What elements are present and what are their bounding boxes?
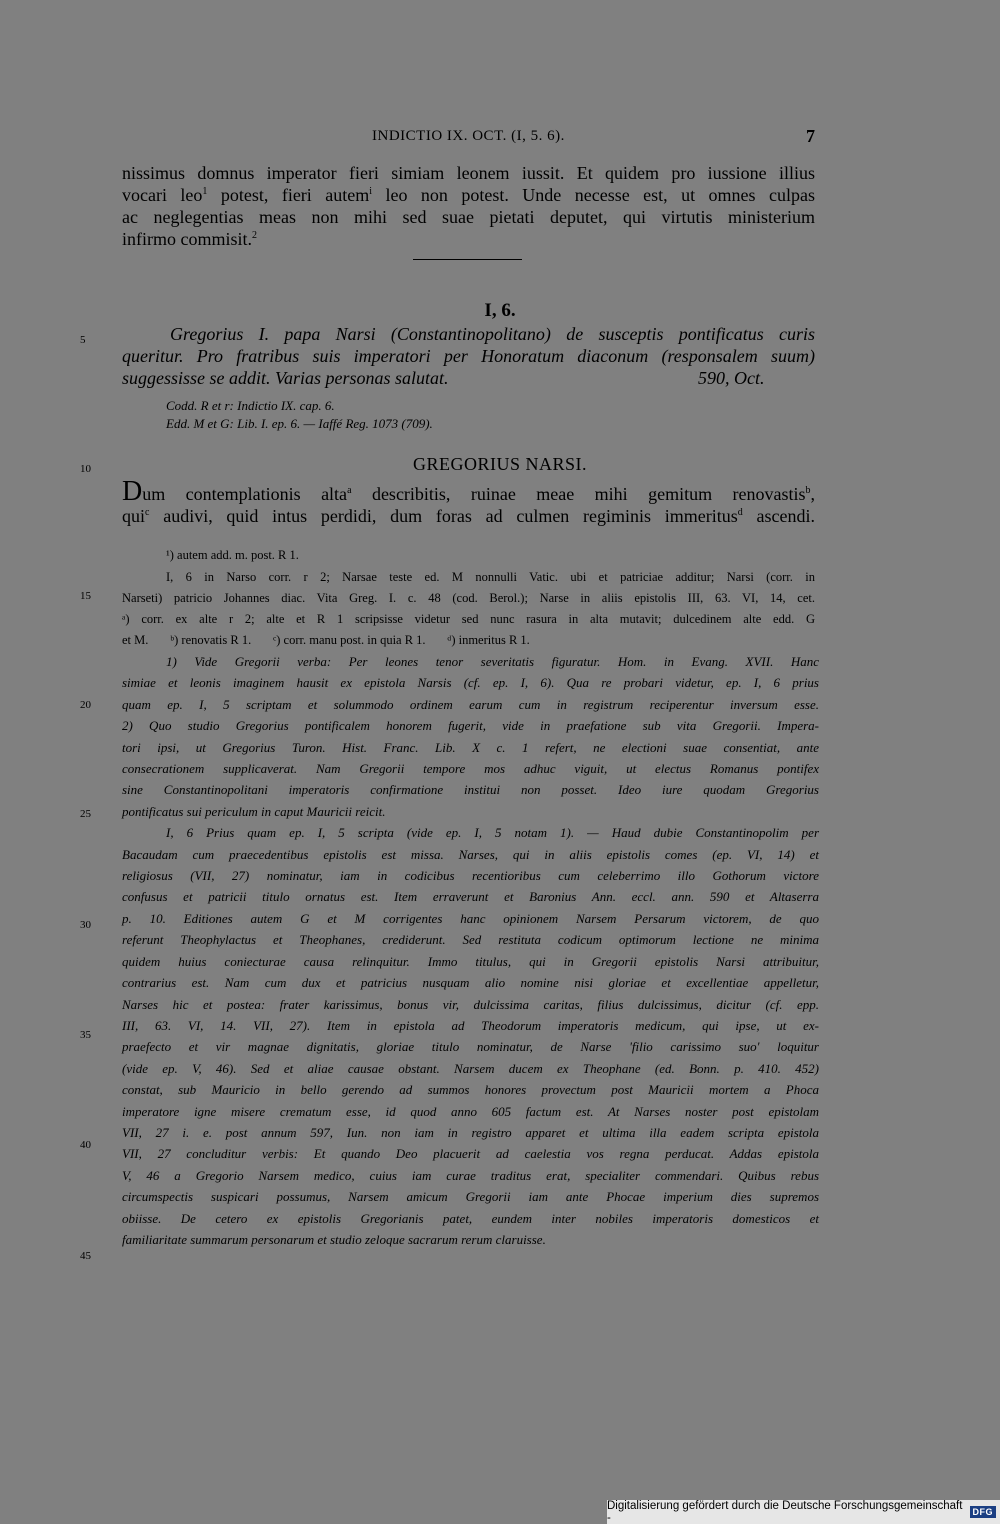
summary-line: suggessisse se addit. Varias personas salutat. 590, Oct.	[122, 368, 765, 388]
line-number: 35	[80, 1029, 91, 1041]
letter-text	[122, 476, 815, 527]
text-line: qui$^c$ audivi, quid intus perdidi, dum foras ad culmen regiminis immeritus$^d$ ascendi.	[122, 506, 815, 526]
text-line: infirmo commisit.$^2$	[122, 229, 257, 249]
text-line: nissimus domnus imperator fieri simiam leonem iussit. Et quidem pro iussione illius	[122, 163, 815, 183]
note-line: 2) Quo studio Gregorius pontificalem honorem fugerit, vide in praefatione sub vita Gregorii. Impera-	[122, 718, 819, 734]
line-number: 20	[80, 699, 91, 711]
note-line: religiosus (VII, 27) nominatur, iam in codicibus recentioribus cum celeberrimo illo Gothorum victore	[122, 868, 819, 884]
letter-title: GREGORIUS NARSI.	[412, 454, 588, 474]
note-line: familiaritate summarum personarum et studio zeloque sacrarum rerum claruisse.	[122, 1231, 546, 1247]
note-line: Bacaudam cum praecedentibus epistolis est missa. Narses, qui in aliis epistolis comes (ep. VI, 14) et	[122, 846, 819, 862]
note-line: I, 6 Prius quam ep. I, 5 scripta (vide ep. I, 5 notam 1). — Haud dubie Constantinopolim per	[166, 825, 819, 841]
note-line: confusus et patricii titulo ornatus est. Item erraverunt et Baronius Ann. eccl. ann. 590 et Altaserra	[122, 889, 819, 905]
note-line: Narses hic et postea: frater karissimus, bonus vir, dulcissima caritas, filius dulcissimus, dicitur (cf. epp.	[122, 996, 819, 1012]
apparatus-line: et M. ᵇ) renovatis R 1. ᶜ) corr. manu post. in quia R 1. ᵈ) inmeritus R 1.	[122, 633, 530, 647]
note-line: p. 10. Editiones autem G et M corrigentes hanc opinionem Narsem Persarum victorem, de quo	[122, 910, 819, 926]
page-number: 7	[806, 126, 815, 146]
note-line: sine Constantinopolitani imperatoris confirmatione institui non posset. Ideo iure quodam Gregorius	[122, 782, 819, 798]
summary-line: queritur. Pro fratribus suis imperatori per Honoratum diaconum (responsalem suum)	[122, 346, 815, 366]
line-number: 10	[80, 463, 91, 475]
text-line: vocari leo$^1$ potest, fieri autem$^i$ leo non potest. Unde necesse est, ut omnes culpas	[122, 185, 815, 205]
dfg-logo: DFG	[970, 1506, 997, 1518]
note-line: constat, sub Mauricio in bello gerendo ad summos honores provectum post Mauricii mortem a Phoca	[122, 1082, 819, 1098]
note-line: pontificatus sui periculum in caput Mauricii reicit.	[122, 803, 386, 819]
funding-text: Digitalisierung gefördert durch die Deutsche Forschungsgemeinschaft -	[607, 1500, 963, 1524]
apparatus-line: ᵃ) corr. ex alte r 2; alte et R 1 scripsisse videtur sed nunc rasura in alta mutavit; dulcedinem alte edd. G	[122, 612, 815, 626]
text-line: ac neglegentias meas non mihi sed suae pietati deputet, qui virtutis ministerium	[122, 207, 815, 227]
line-number: 40	[80, 1139, 91, 1151]
note-line: circumspectis suspicari possumus, Narsem amicum Gregorii iam ante Phocae imperium dies supremos	[122, 1189, 819, 1205]
note-line: quam ep. I, 5 scriptam et solummodo ordinem earum cum in registrum reciperentur inversum esse.	[122, 696, 819, 712]
summary-line: Gregorius I. papa Narsi (Constantinopolitano) de susceptis pontificatus curis	[170, 324, 815, 344]
funding-footer	[607, 1500, 1000, 1524]
note-line: 1) Vide Gregorii verba: Per leones tenor severitatis figuratur. Hom. in Evang. XVII. Hanc	[166, 654, 819, 669]
line-number: 25	[80, 808, 91, 820]
note-line: tori ipsi, ut Gregorius Turon. Hist. Franc. Lib. X c. 1 refert, ne electioni suae consentiat, ante	[122, 739, 819, 755]
note-line: III, 63. VI, 14. VII, 27). Item in epistola ad Theodorum imperatoris medicum, qui ipse, ut ex-	[122, 1017, 819, 1033]
note-line: quidem huius coniecturae causa relinquitur. Immo titulus, qui in Gregorii epistolis Narsi attribuitur,	[122, 953, 819, 969]
note-line: (vide ep. V, 46). Sed et aliae causae obstant. Narsem ducem ex Theophane (ed. Bonn. p. 410. 452)	[122, 1060, 819, 1076]
apparatus-criticus	[122, 567, 815, 651]
letter-date: 590, Oct.	[698, 368, 765, 388]
letter-number: I, 6.	[484, 300, 516, 321]
apparatus-note: ¹) autem add. m. post. R 1.	[166, 548, 299, 562]
note-line: imperatore igne misere crematum esse, id quod anno 605 factum est. At Narses noster post epistolam	[122, 1103, 819, 1119]
note-line: praefecto et vir magnae dignitatis, gloriae titulo nominatur, de Narse 'filio carissimo suo' loquitur	[122, 1039, 819, 1055]
line-number: 15	[80, 590, 91, 602]
apparatus-line: I, 6 in Narso corr. r 2; Narsae teste ed. M nonnulli Vatic. ubi et patriciae additur; Narsi (corr. in	[166, 570, 815, 584]
editions-line: Edd. M et G: Lib. I. ep. 6. — Iaffé Reg. 1073 (709).	[166, 416, 433, 431]
letter-sources	[166, 397, 433, 433]
note-line: consecrationem supplicaverat. Nam Gregorii tempore mos adhuc viguit, ut electus Romanus pontifex	[122, 761, 819, 777]
letter-summary	[122, 323, 815, 389]
note-line: V, 46 a Gregorio Narsem medico, cuius iam curae traditus erat, specialiter commendari. Quibus rebus	[122, 1167, 819, 1183]
note-line: contrarius est. Nam cum dux et patricius nusquam alio nomine nisi gloriae et excellentiae appelletur,	[122, 975, 819, 991]
initial-letter: D	[122, 476, 143, 507]
line-number: 30	[80, 919, 91, 931]
note-line: referunt Theophylactus et Theophanes, crediderunt. Sed restituta codicum optimorum lectione ne minima	[122, 932, 819, 948]
intro-text	[122, 162, 815, 250]
note-line: obiisse. De cetero ex epistolis Gregorianis patet, eundem inter nobiles imperatoris domesticos et	[122, 1210, 819, 1226]
note-line: simiae et leonis imaginem hausit ex epistola Narsis (cf. ep. I, 6). Qua re probari videtur, ep. I, 6 prius	[122, 675, 819, 691]
note-line: VII, 27 i. e. post annum 597, Iun. non iam in registro apparet et ultima illa eadem scripta epistola	[122, 1124, 819, 1140]
running-title: INDICTIO IX. OCT. (I, 5. 6).	[372, 128, 565, 144]
note-line: VII, 27 concluditur verbis: Et quando Deo placuerit ad caelestia vos regna perducat. Addas epistola	[122, 1146, 819, 1162]
line-number: 5	[80, 334, 86, 346]
section-divider	[413, 259, 522, 260]
running-header	[0, 128, 1000, 150]
apparatus-line: Narseti) patricio Johannes diac. Vita Greg. I. c. 48 (cod. Berol.); Narse in aliis epistolis III, 63. VI, 14, cet.	[122, 591, 815, 605]
text-line: Dum contemplationis alta$^a$ describitis, ruinae meae mihi gemitum renovastis$^b$,	[122, 476, 815, 507]
codices-line: Codd. R et r: Indictio IX. cap. 6.	[166, 398, 335, 413]
historical-notes	[122, 651, 819, 1250]
line-number: 45	[80, 1250, 91, 1262]
